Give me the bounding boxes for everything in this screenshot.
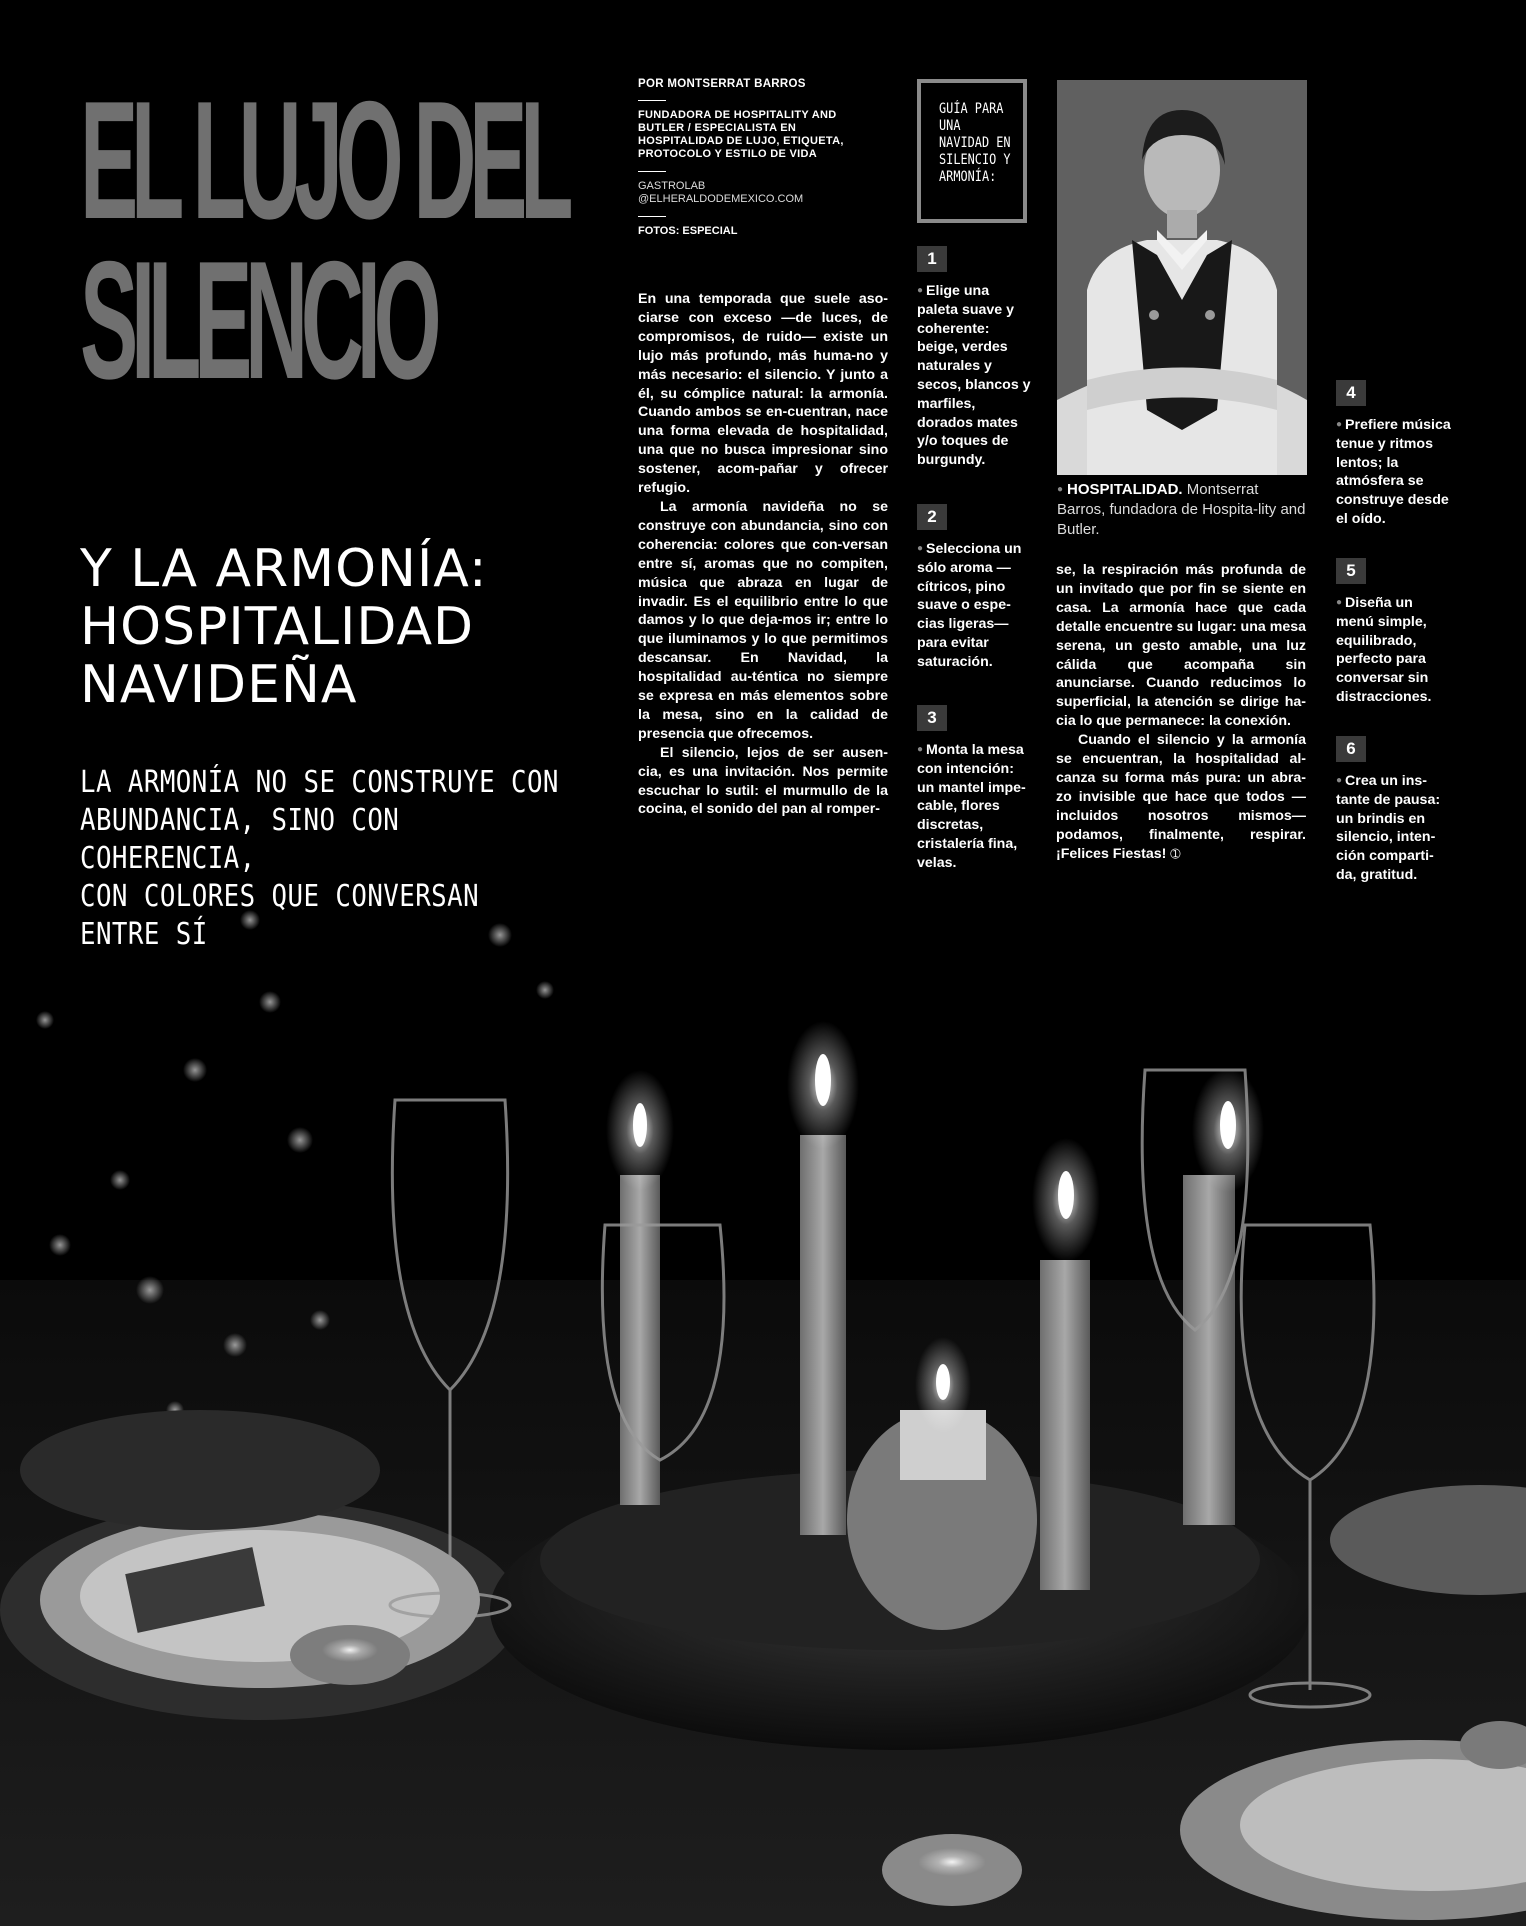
tip-6	[1336, 736, 1451, 885]
bullet-icon: ●	[917, 285, 924, 296]
tip-text-content: Monta la mesa con intención: un mantel impe-cable, flores discretas, cristalería fina, velas.	[917, 742, 1026, 871]
tip-2	[917, 504, 1032, 672]
deck-line: CON COLORES QUE CONVERSAN ENTRE SÍ	[80, 879, 480, 952]
body-paragraph: se, la respiración más profunda de un invitado que por fin se siente en casa. La armonía hace que cada detalle encuentre su lugar: una mesa serena, un gesto amable, una luz cálida que acompaña sin anunciarse. Cuando reducimos lo superficial, la atención se dirige ha-cia lo que permanece: la conexión.	[1056, 562, 1306, 730]
end-mark-icon: ➀	[1170, 846, 1181, 861]
author-name: POR MONTSERRAT BARROS	[638, 78, 806, 90]
tip-number: 6	[1336, 736, 1366, 762]
author-role: FUNDADORA DE HOSPITALITY AND BUTLER / ESPECIALISTA EN HOSPITALIDAD DE LUJO, ETIQUETA, PROTOCOLO Y ESTILO DE VIDA	[638, 109, 844, 160]
tip-text-content: Crea un ins-tante de pausa: un brindis en silencio, inten-ción comparti-da, gratitud.	[1336, 773, 1441, 883]
byline-divider	[638, 171, 666, 172]
portrait-caption	[1057, 480, 1307, 540]
caption-text: Montserrat Barros, fundadora de Hospita-lity and Butler.	[1057, 481, 1306, 538]
deck-line: LA ARMONÍA NO SE CONSTRUYE CON	[80, 765, 559, 800]
social-site: @ELHERALDODEMEXICO.COM	[638, 193, 804, 205]
social-section: GASTROLAB	[638, 180, 706, 192]
tip-3	[917, 705, 1032, 873]
byline-divider	[638, 100, 666, 101]
body-paragraph: El silencio, lejos de ser ausen-cia, es una invitación. Nos permite escuchar lo sutil: el murmullo de la cocina, el sonido del pan al romper-	[638, 744, 888, 818]
tip-5	[1336, 558, 1451, 707]
byline	[638, 78, 878, 237]
headline-line-1: EL LUJO DEL	[80, 66, 567, 254]
headline-block	[80, 66, 620, 414]
body-column-2	[1056, 561, 1306, 864]
body-paragraph-text: Cuando el silencio y la armonía se encuentran, la hospitalidad al-canza su forma más pura: un abra-zo invisible que hace que todos —incluidos nosotros mismos— podamos, finalmente, respirar. ¡Felices Fiestas!	[1056, 732, 1306, 862]
tip-text	[1336, 594, 1451, 707]
tip-number: 5	[1336, 558, 1366, 584]
body-paragraph: La armonía navideña no se construye con abundancia, sino con coherencia: colores que con-versan entre sí, aromas que no compiten, música que abraza en lugar de invadir. Es el equilibrio entre lo que damos y lo que deja-mos ir; entre lo que iluminamos y lo que permitimos descansar. En Navidad, la hospitalidad au-téntica no siempre se expresa en más elementos sobre la mesa, sino en la calidad de presencia que ofrecemos.	[638, 498, 888, 742]
subtitle-line: NAVIDEÑA	[80, 655, 358, 715]
bullet-icon: ●	[917, 744, 924, 755]
bullet-icon: ●	[1336, 597, 1343, 608]
bullet-icon: ●	[917, 543, 924, 554]
tip-4	[1336, 380, 1451, 529]
tip-text	[1336, 772, 1451, 885]
body-paragraph: En una temporada que suele aso-ciarse con exceso —de luces, de compromisos, de ruido— existe un lujo más profundo, más huma-no y más necesario: el silencio. Y junto a él, su cómplice natural: la armonía. Cuando ambos se en-cuentran, nace una forma elevada de hospitalidad, una que no busca impresionar sino sostener, acom-pañar y ofrecer refugio.	[638, 291, 888, 497]
tip-number: 2	[917, 504, 947, 530]
tip-1	[917, 246, 1032, 470]
body-paragraph	[1056, 731, 1306, 863]
tip-text	[917, 741, 1032, 873]
headline-line-2: SILENCIO	[80, 226, 435, 414]
tip-text-content: Elige una paleta suave y coherente: beige, verdes naturales y secos, blancos y marfiles, dorados mates y/o toques de burgundy.	[917, 283, 1031, 469]
caption-label: HOSPITALIDAD.	[1067, 481, 1183, 498]
subtitle	[80, 540, 640, 714]
tip-number: 3	[917, 705, 947, 731]
tip-number: 1	[917, 246, 947, 272]
tip-text-content: Prefiere música tenue y ritmos lentos; la atmósfera se construye desde el oído.	[1336, 417, 1451, 527]
tip-text-content: Selecciona un sólo aroma —cítricos, pino suave o espe-cias ligeras— para evitar saturación.	[917, 541, 1022, 670]
byline-divider	[638, 216, 666, 217]
tip-text-content: Diseña un menú simple, equilibrado, perfecto para conversar sin distracciones.	[1336, 595, 1432, 705]
bullet-icon: ●	[1057, 484, 1064, 495]
guide-heading: GUÍA PARA UNA NAVIDAD EN SILENCIO Y ARMONÍA:	[939, 101, 1011, 185]
tip-text	[917, 540, 1032, 672]
subtitle-line: HOSPITALIDAD	[80, 597, 475, 657]
subtitle-line: Y LA ARMONÍA:	[80, 539, 488, 599]
tip-text	[917, 282, 1032, 470]
deck-quote	[80, 764, 562, 954]
bullet-icon: ●	[1336, 419, 1343, 430]
body-column-1	[638, 290, 888, 819]
deck-line: ABUNDANCIA, SINO CON COHERENCIA,	[80, 803, 400, 876]
tip-text	[1336, 416, 1451, 529]
photo-credit: FOTOS: ESPECIAL	[638, 225, 738, 237]
guide-box	[917, 79, 1027, 223]
bullet-icon: ●	[1336, 775, 1343, 786]
tip-number: 4	[1336, 380, 1366, 406]
author-portrait	[1057, 80, 1307, 475]
